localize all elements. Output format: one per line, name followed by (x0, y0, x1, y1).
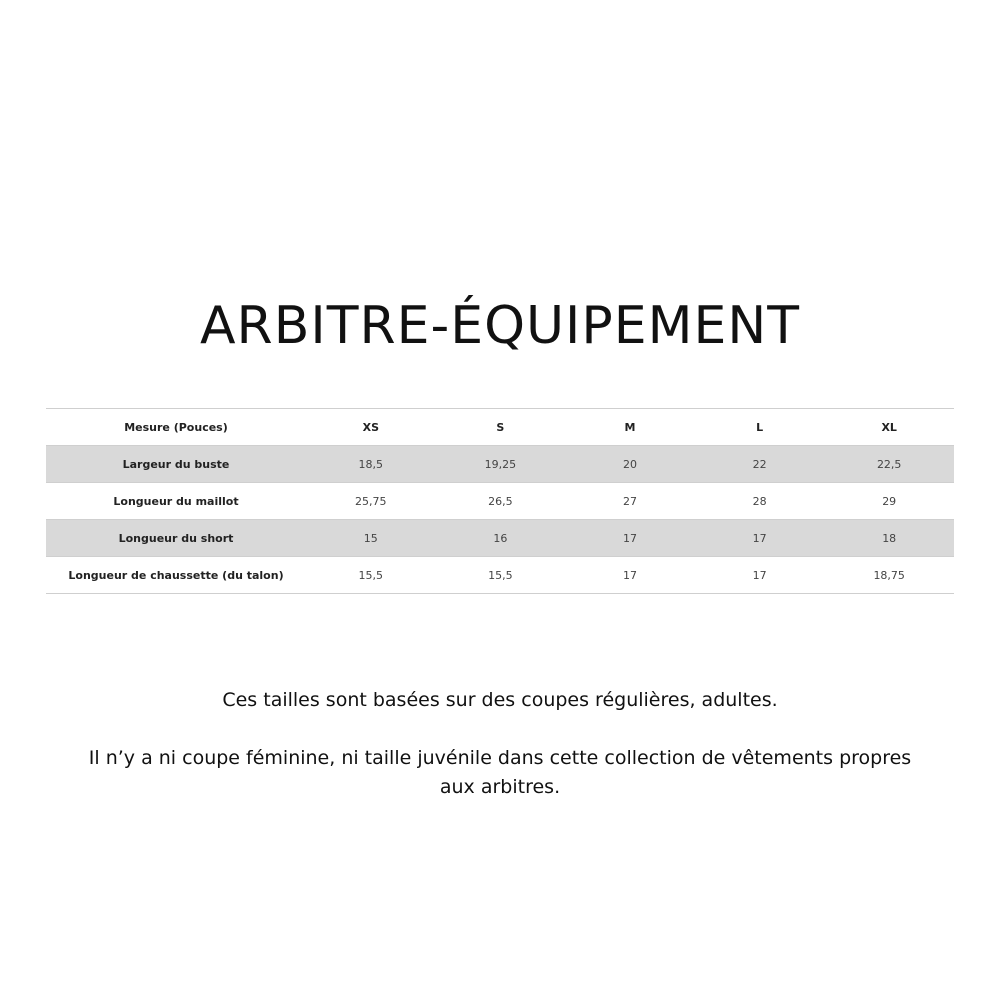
cell-value: 19,25 (436, 446, 566, 483)
cell-value: 20 (565, 446, 695, 483)
cell-value: 26,5 (436, 483, 566, 520)
size-chart-table (46, 408, 954, 594)
cell-value: 28 (695, 483, 825, 520)
table-row (46, 557, 954, 594)
cell-value: 17 (565, 520, 695, 557)
page-title: ARBITRE-ÉQUIPEMENT (199, 296, 800, 356)
header-size-l: L (695, 409, 825, 446)
cell-value: 17 (695, 557, 825, 594)
row-label: Longueur de chaussette (du talon) (46, 557, 306, 594)
cell-value: 18,5 (306, 446, 436, 483)
row-label: Longueur du short (46, 520, 306, 557)
cell-value: 18 (824, 520, 954, 557)
header-size-s: S (436, 409, 566, 446)
cell-value: 22,5 (824, 446, 954, 483)
cell-value: 17 (565, 557, 695, 594)
cell-value: 15 (306, 520, 436, 557)
cell-value: 15,5 (436, 557, 566, 594)
cell-value: 16 (436, 520, 566, 557)
table-row (46, 483, 954, 520)
header-size-xl: XL (824, 409, 954, 446)
cell-value: 17 (695, 520, 825, 557)
cell-value: 18,75 (824, 557, 954, 594)
cell-value: 15,5 (306, 557, 436, 594)
cell-value: 27 (565, 483, 695, 520)
cell-value: 25,75 (306, 483, 436, 520)
cell-value: 29 (824, 483, 954, 520)
row-label: Largeur du buste (46, 446, 306, 483)
header-size-m: M (565, 409, 695, 446)
table-row (46, 446, 954, 483)
table-row (46, 520, 954, 557)
table-header-row (46, 409, 954, 446)
collection-note: Il n’y a ni coupe féminine, ni taille juvénile dans cette collection de vêtements propres aux arbitres. (88, 747, 912, 798)
row-label: Longueur du maillot (46, 483, 306, 520)
header-size-xs: XS (306, 409, 436, 446)
cell-value: 22 (695, 446, 825, 483)
sizing-note: Ces tailles sont basées sur des coupes régulières, adultes. (222, 689, 778, 711)
header-measure: Mesure (Pouces) (46, 409, 306, 446)
